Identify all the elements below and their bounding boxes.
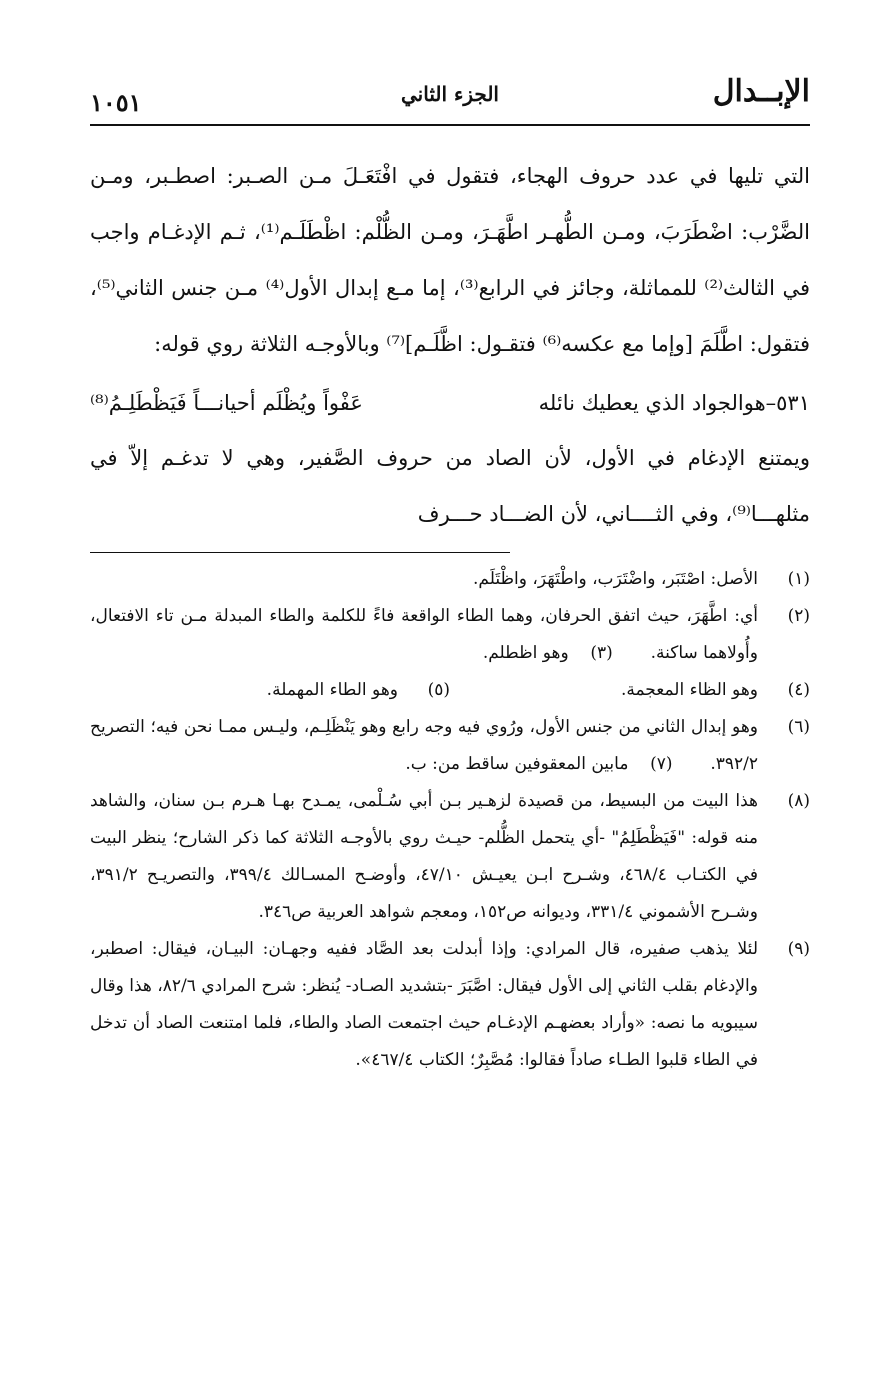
footnote-number: (٨) [787,791,810,811]
footnote-text-content: وهو إبدال الثاني من جنس الأول، ورُوي فيه وجه رابع وهو يَنْظَلِـم، وليـس ممـا نحن فيه؛ التصريح ٣٩٢/٢. [90,717,758,774]
footnote-text [90,598,758,672]
verse-second-hemistich: عَفْواً ويُظْلَم أحيانـــاً فَيَظْطَلِـمُ⁽⁸⁾ [90,391,363,415]
verse-line [90,376,810,430]
footnote [450,672,810,709]
verse-first-hemistich: ٥٣١–هوالجواد الذي يعطيك نائله [538,391,810,415]
footnote-number: (١) [787,569,810,589]
footnote [90,709,810,783]
footnote-text: الأصل: اصْتَبَر، واضْتَرَب، واطْتَهَرَ، واظْتَلَم. [473,569,758,589]
footnote-separator [90,552,510,553]
footnote-text-content: أي: اطَّهَرَ، حيث اتفق الحرفان، وهما الطاء الواقعة فاءً للكلمة والطاء المبدلة مـن تاء الافتعال، وأُولاهما ساكنة. [90,606,758,663]
footnote-number: (٥) [427,680,450,700]
footnote-text: وهو اظطلم. [482,643,569,663]
footnote [90,598,810,672]
footnote-text: مابين المعقوفين ساقط من: ب. [405,754,629,774]
body-paragraph: التي تليها في عدد حروف الهجاء، فتقول في افْتَعَـلَ مـن الصـبر: اصطـبر، ومـن الضَّرْب: اضْطَرَبَ، ومـن الطُّهـر اطَّهَـرَ، ومـن الظُّلْم: اظْطَلَـم⁽¹⁾، ثـم الإدغـام واجب في الثالث⁽²⁾ للمماثلة، وجائز في الرابع⁽³⁾، إما مـع إبدال الأول⁽⁴⁾ مـن جنس الثاني⁽⁵⁾، فتقول: اطَّلَمَ [وإما مع عكسه⁽⁶⁾ فتقـول: اظَّلَـم]⁽⁷⁾ وبالأوجـه الثلاثة روي قوله: [90,164,810,356]
chapter-title: الإبــدال [712,74,810,109]
footnotes [90,561,810,1079]
footnote-number: (٧) [650,754,673,774]
page-header [90,70,810,120]
footnote-text: وهو الطاء المهملة. [266,680,398,700]
part-label: الجزء الثاني [401,82,499,106]
main-text-continued [90,430,810,542]
footnote-pair-row [90,672,810,709]
footnote-text: هذا البيت من البسيط، من قصيدة لزهـير بـن أبي سُـلْمى، يمـدح بهـا هـرم بـن سنان، والشاهد منه قوله: "فَيَظْطَلِمُ" -أي يتحمل الظُّلم- حيـث روي بالأوجـه الثلاثة كما ذكر الشارح؛ ينظر البيت في الكتـاب ٤٦٨/٤، وشـرح ابـن يعيـش ٤٧/١٠، وأوضـح المسـالك ٣٩٩/٤، والتصريـح ٣٩١/٢، وشـرح الأشموني ٣٣١/٤، وديوانه ص١٥٢، ومعجم شواهد العربية ص٣٤٦. [90,791,758,922]
page-number: ١٠٥١ [90,88,142,117]
footnote-text [90,709,758,783]
footnote-number: (٦) [787,717,810,737]
footnote-text: وهو الظاء المعجمة. [620,680,758,700]
body-paragraph: ويمتنع الإدغام في الأول، لأن الصاد من حروف الصَّفير، وهي لا تدغـم إلاّ في مثلهـــا⁽⁹⁾، وفي الثــــاني، لأن الضـــاد حـــرف [90,446,810,526]
footnote [90,783,810,931]
footnote-number: (٣) [590,643,613,663]
footnote-number: (٤) [787,680,810,700]
header-rule [90,124,810,126]
footnote-pair [90,672,810,709]
book-page [90,70,810,1330]
footnote-text: لئلا يذهب صفيره، قال المرادي: وإذا أبدلت بعد الصَّاد ففيه وجهـان: البيـان، فيقال: اصطبر، والإدغام بقلب الثاني إلى الأول فيقال: اصَّبَرَ -بتشديد الصـاد- يُنظر: شرح المرادي ٨٢/٦، هذا وقال سيبويه ما نصه: «وأراد بعضهـم الإدغـام حيث اجتمعت الصاد والطاء، فلما امتنعت الصاد أن تدخل في الطاء قلبوا الطـاء صاداً فقالوا: مُصَّبِرٌ؛ الكتاب ٤٦٧/٤». [90,939,758,1070]
footnote-number: (٩) [787,939,810,959]
footnote [90,931,810,1079]
footnote [90,561,810,598]
footnote-number: (٢) [787,606,810,626]
main-text [90,148,810,372]
footnote [90,672,450,709]
